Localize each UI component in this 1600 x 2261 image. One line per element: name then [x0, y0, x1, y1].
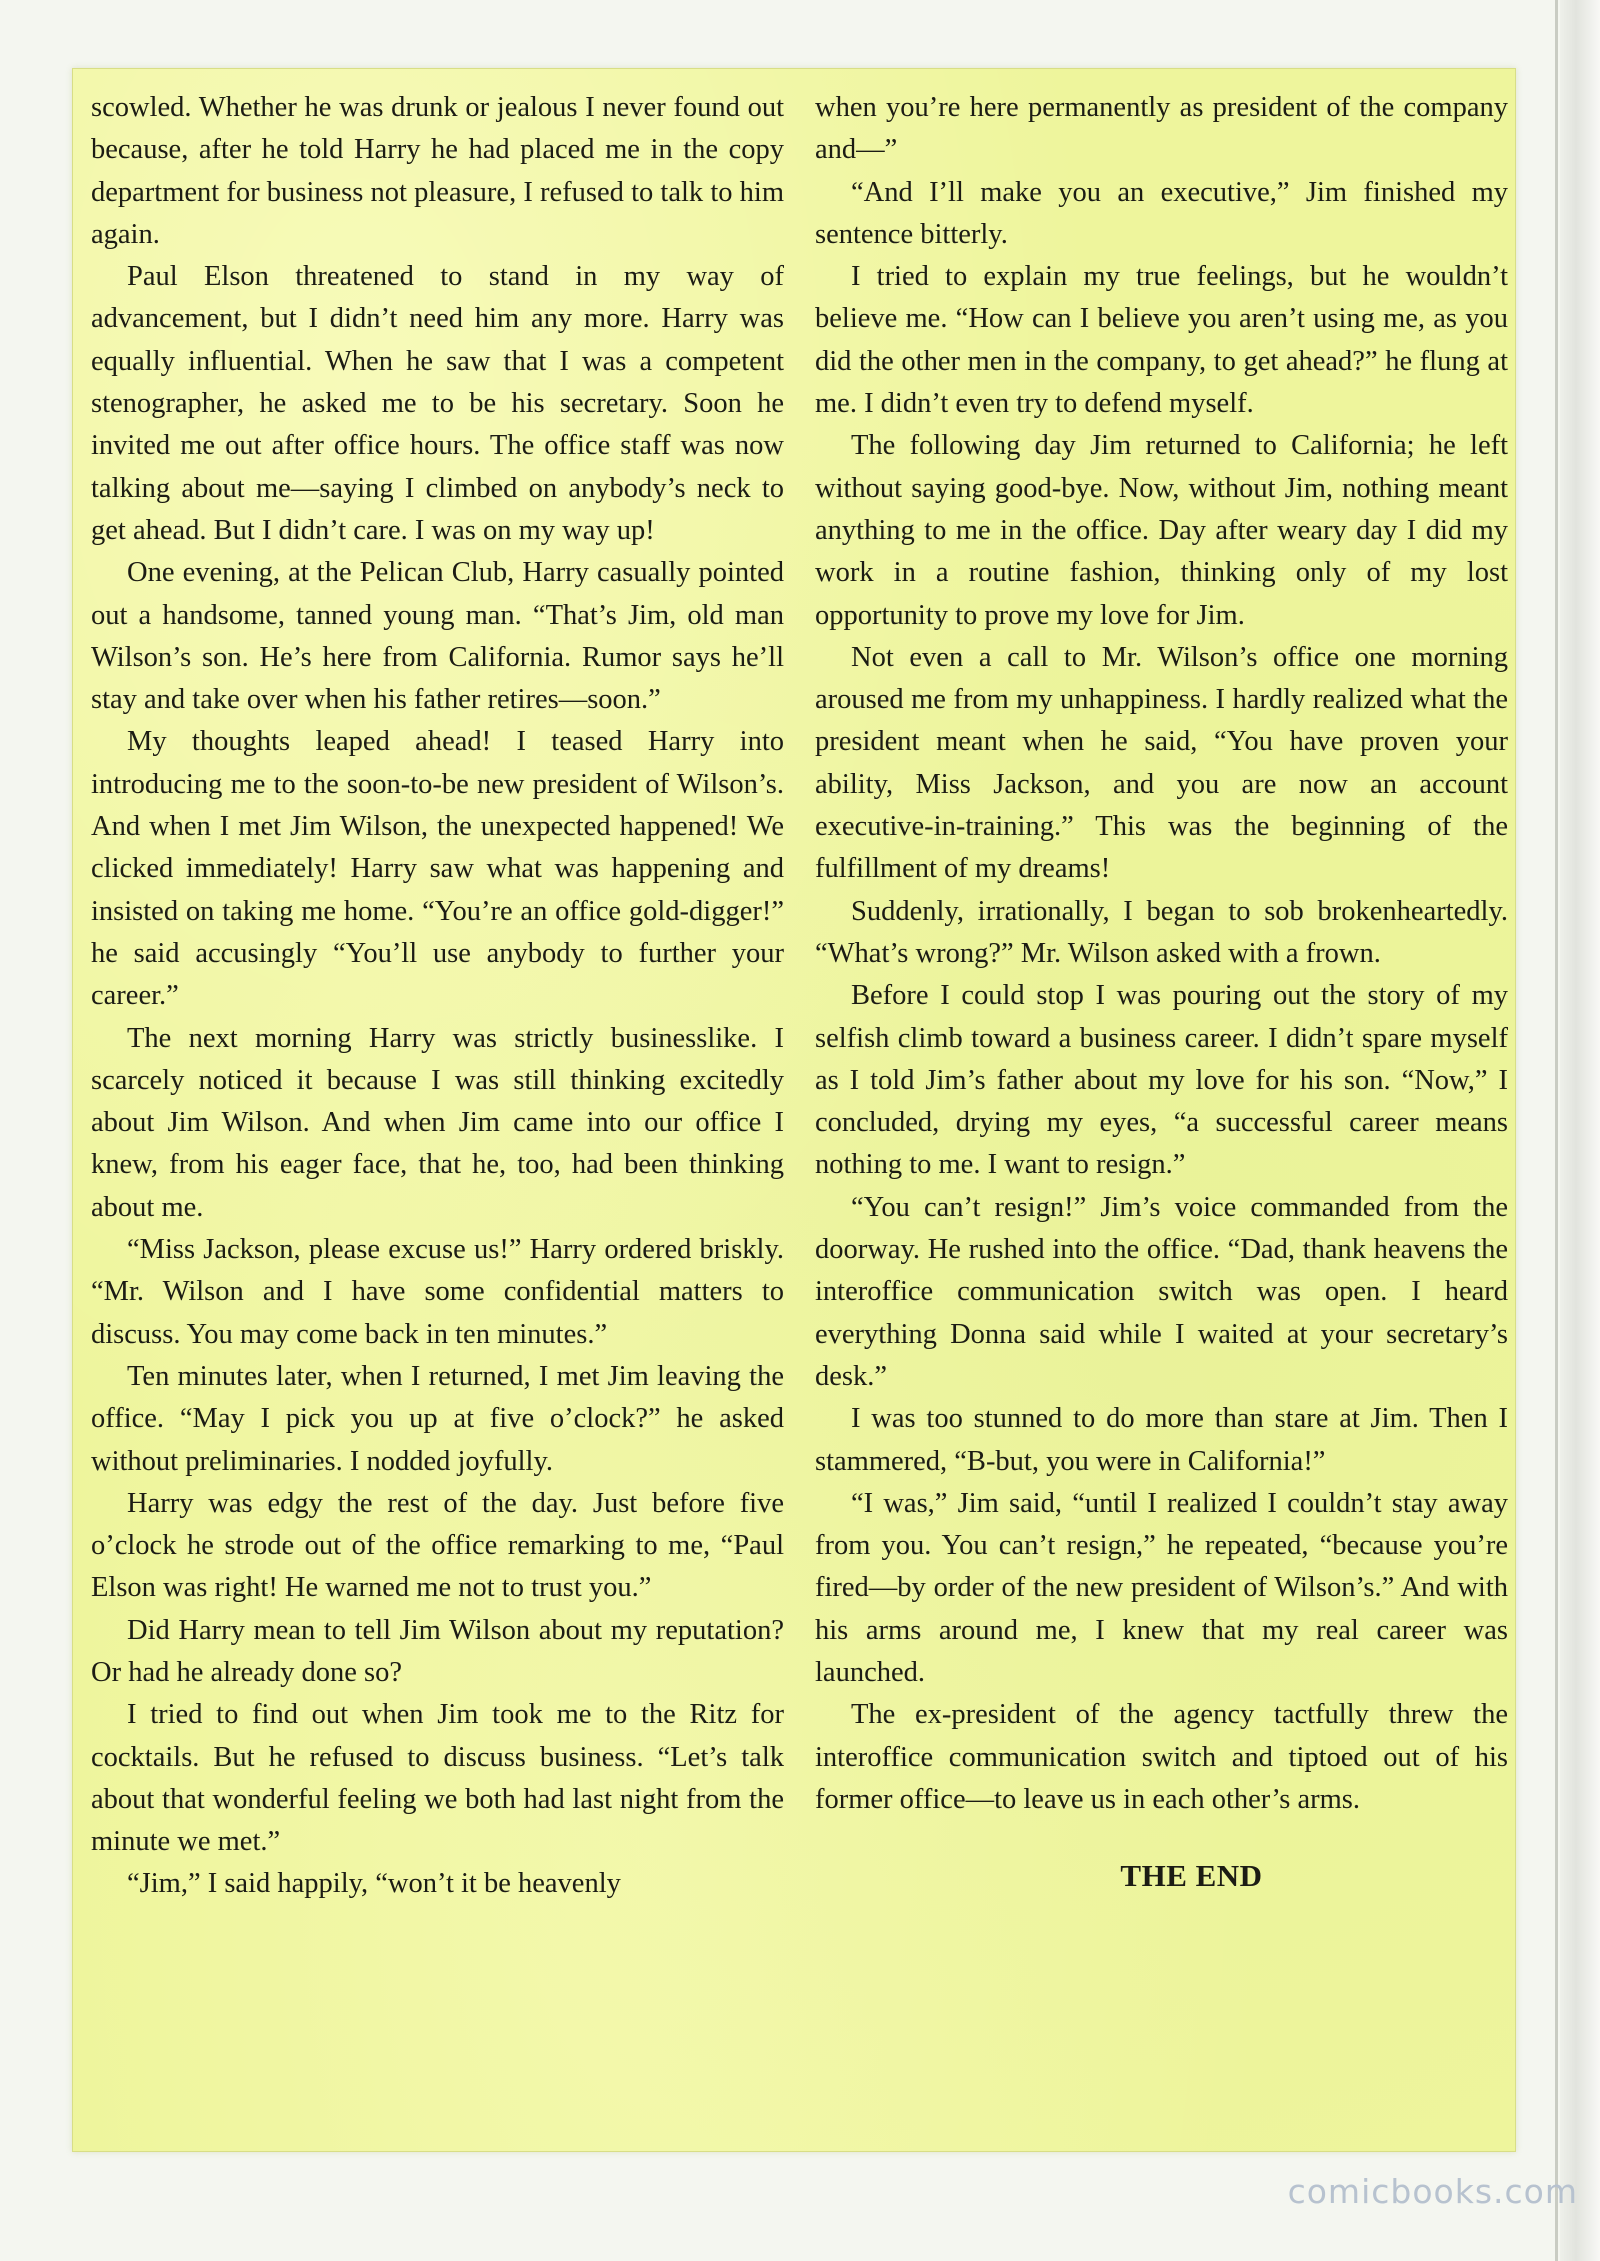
paragraph: Suddenly, irrationally, I began to sob brokenheartedly. “What’s wrong?” Mr. Wilson asked with a frown. — [815, 895, 1508, 969]
paragraph: “Jim,” I said happily, “won’t it be heavenly — [127, 1868, 621, 1900]
paragraph: “I was,” Jim said, “until I realized I couldn’t stay away from you. You can’t resign,” he repeated, “because you’re fired—by order of the new president of Wilson’s.” And with his arms around me, I knew that my real career was launched. — [815, 1487, 1508, 1688]
left-column — [91, 87, 784, 1906]
paragraph: “You can’t resign!” Jim’s voice commanded from the doorway. He rushed into the office. “Dad, thank heavens the interoffice communication switch was open. I heard everything Donna said while I waited at your secretary’s desk.” — [815, 1191, 1508, 1392]
page-fold-line — [1555, 0, 1558, 2261]
paragraph: Before I could stop I was pouring out the story of my selfish climb toward a business career. I didn’t spare myself as I told Jim’s father about my love for his son. “Now,” I concluded, drying my eyes, “a successful career means nothing to me. I want to resign.” — [815, 980, 1508, 1181]
paragraph: I tried to explain my true feelings, but he wouldn’t believe me. “How can I believe you aren’t using me, as you did the other men in the company, to get ahead?” he flung at me. I didn’t even try to defend myself. — [815, 261, 1508, 420]
paragraph: when you’re here permanently as president of the company and—” — [815, 92, 1508, 166]
the-end-label: THE END — [1120, 1858, 1263, 1894]
paragraph: Paul Elson threatened to stand in my way of advancement, but I didn’t need him any more. Harry was equally influential. When he saw that I was a competent stenographer, he asked me to be his secretary. Soon he invited me out after office hours. The office staff was now talking about me—saying I climbed on anybody’s neck to get ahead. But I didn’t care. I was on my way up! — [91, 261, 784, 546]
paragraph: “And I’ll make you an executive,” Jim finished my sentence bitterly. — [815, 176, 1508, 250]
paragraph: My thoughts leaped ahead! I teased Harry into introducing me to the soon-to-be new president of Wilson’s. And when I met Jim Wilson, the unexpected happened! We clicked immediately! Harry saw what was happening and insisted on taking me home. “You’re an office gold-digger!” he said accusingly “You’ll use anybody to further your career.” — [91, 726, 784, 1012]
story-text-panel — [72, 68, 1516, 2152]
paragraph: Did Harry mean to tell Jim Wilson about my reputation? Or had he already done so? — [91, 1614, 784, 1688]
paragraph: “Miss Jackson, please excuse us!” Harry ordered briskly. “Mr. Wilson and I have some confidential matters to discuss. You may come back in ten minutes.” — [91, 1234, 784, 1350]
right-column — [815, 87, 1508, 1897]
paragraph: scowled. Whether he was drunk or jealous I never found out because, after he told Harry he had placed me in the copy department for business not pleasure, I refused to talk to him again. — [91, 92, 784, 250]
page-edge — [1560, 0, 1600, 2261]
paragraph: I tried to find out when Jim took me to the Ritz for cocktails. But he refused to discuss business. “Let’s talk about that wonderful feeling we both had last night from the minute we met.” — [91, 1699, 784, 1858]
paragraph: I was too stunned to do more than stare at Jim. Then I stammered, “B-but, you were in California!” — [815, 1403, 1508, 1477]
paragraph: Not even a call to Mr. Wilson’s office one morning aroused me from my unhappiness. I hardly realized what the president meant when he said, “You have proven your ability, Miss Jackson, and you are now an account executive-in-training.” This was the beginning of the fulfillment of my dreams! — [815, 641, 1508, 885]
paragraph: One evening, at the Pelican Club, Harry casually pointed out a handsome, tanned young man. “That’s Jim, old man Wilson’s son. He’s here from California. Rumor says he’ll stay and take over when his father retires—soon.” — [91, 557, 784, 716]
paragraph: Harry was edgy the rest of the day. Just before five o’clock he strode out of the office remarking to me, “Paul Elson was right! He warned me not to trust you.” — [91, 1487, 784, 1604]
paragraph: The ex-president of the agency tactfully threw the interoffice communication switch and tiptoed out of his former office—to leave us in each other’s arms. — [815, 1699, 1508, 1815]
site-watermark: comicbooks.com — [1287, 2172, 1578, 2211]
paragraph: Ten minutes later, when I returned, I met Jim leaving the office. “May I pick you up at five o’clock?” he asked without preliminaries. I nodded joyfully. — [91, 1360, 784, 1477]
paragraph: The following day Jim returned to California; he left without saying good-bye. Now, without Jim, nothing meant anything to me in the office. Day after weary day I did my work in a routine fashion, thinking only of my lost opportunity to prove my love for Jim. — [815, 430, 1508, 631]
paragraph: The next morning Harry was strictly businesslike. I scarcely noticed it because I was still thinking excitedly about Jim Wilson. And when Jim came into our office I knew, from his eager face, that he, too, had been thinking about me. — [91, 1022, 784, 1223]
